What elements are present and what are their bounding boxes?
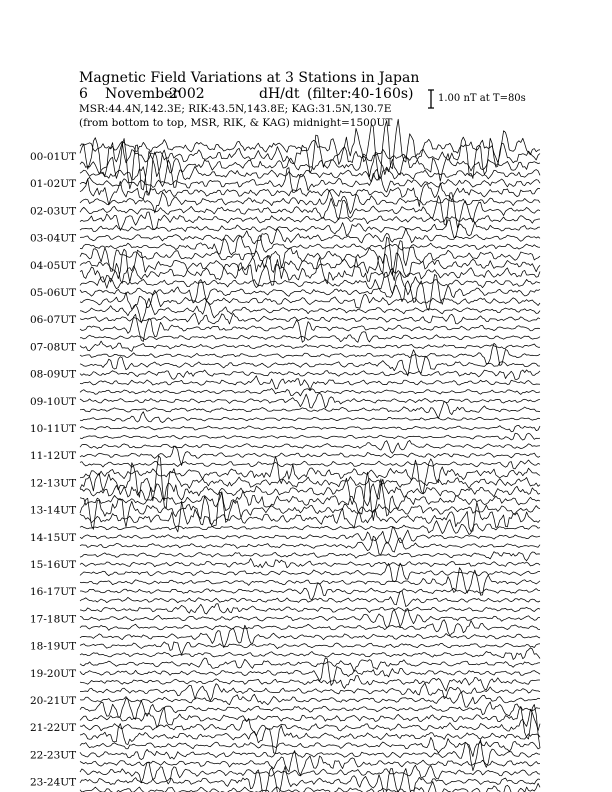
trace-kag-20-21ut	[80, 683, 540, 701]
hour-label: 12-13UT	[30, 477, 77, 490]
date-year: 2002	[169, 86, 205, 102]
trace-msr-04-05ut	[80, 258, 540, 288]
trace-rik-13-14ut	[80, 492, 540, 529]
trace-msr-10-11ut	[80, 433, 540, 440]
trace-rik-20-21ut	[80, 692, 540, 707]
hour-label: 23-24UT	[30, 776, 77, 789]
filter-label: (filter:40-160s)	[307, 86, 414, 102]
chart-title: Magnetic Field Variations at 3 Stations in Japan	[79, 70, 420, 86]
trace-rik-14-15ut	[80, 527, 540, 543]
trace-kag-17-18ut	[80, 604, 540, 614]
trace-rik-10-11ut	[80, 425, 540, 431]
hour-label: 07-08UT	[30, 341, 77, 354]
hour-label: 01-02UT	[30, 178, 77, 191]
date-month: November	[105, 86, 180, 102]
hour-labels	[30, 151, 76, 789]
trace-rik-02-03ut	[80, 193, 540, 228]
trace-rik-07-08ut	[80, 341, 540, 351]
trace-rik-03-04ut	[80, 228, 540, 244]
trace-msr-02-03ut	[80, 212, 540, 231]
trace-msr-11-12ut	[80, 460, 540, 469]
hour-label: 22-23UT	[30, 749, 77, 762]
hour-label: 00-01UT	[30, 151, 77, 163]
trace-rik-15-16ut	[80, 559, 540, 568]
trace-kag-11-12ut	[80, 440, 540, 453]
scale-bar-mark	[428, 90, 434, 108]
hour-label: 02-03UT	[30, 205, 77, 218]
trace-msr-14-15ut	[80, 536, 540, 554]
traces	[80, 119, 540, 792]
hour-label: 15-16UT	[30, 559, 77, 571]
trace-kag-10-11ut	[80, 412, 540, 423]
trace-rik-19-20ut	[80, 658, 540, 686]
hour-label: 09-10UT	[30, 395, 77, 408]
date-day: 6	[79, 86, 88, 102]
hour-label: 13-14UT	[30, 504, 77, 517]
trace-msr-23-24ut	[80, 782, 540, 792]
trace-kag-22-23ut	[80, 737, 540, 756]
trace-kag-04-05ut	[80, 237, 540, 280]
trace-kag-15-16ut	[80, 552, 540, 561]
hour-label: 11-12UT	[30, 450, 77, 463]
quantity-label: dH/dt	[259, 86, 300, 102]
trace-kag-21-22ut	[80, 707, 540, 731]
hour-label: 04-05UT	[30, 259, 77, 272]
trace-kag-19-20ut	[80, 658, 540, 672]
hour-label: 10-11UT	[30, 423, 77, 435]
hour-label: 08-09UT	[30, 368, 77, 381]
hour-label: 19-20UT	[30, 667, 77, 680]
trace-rik-05-06ut	[80, 275, 540, 311]
trace-order-note: (from bottom to top, MSR, RIK, & KAG) midnight=1500UT	[79, 117, 393, 129]
hour-label: 14-15UT	[30, 531, 77, 544]
hour-label: 03-04UT	[30, 232, 77, 245]
trace-kag-03-04ut	[80, 220, 540, 238]
trace-msr-08-09ut	[80, 376, 540, 390]
trace-kag-07-08ut	[80, 332, 540, 343]
hour-label: 17-18UT	[30, 613, 77, 626]
trace-msr-18-19ut	[80, 648, 540, 660]
trace-rik-21-22ut	[80, 705, 540, 749]
hour-label: 05-06UT	[30, 287, 77, 299]
trace-rik-09-10ut	[80, 393, 540, 408]
trace-rik-11-12ut	[80, 446, 540, 465]
trace-rik-08-09ut	[80, 370, 540, 380]
hour-label: 16-17UT	[30, 586, 77, 599]
hour-label: 21-22UT	[30, 722, 77, 735]
trace-kag-14-15ut	[80, 520, 540, 535]
trace-rik-17-18ut	[80, 609, 540, 628]
scale-bar-label: 1.00 nT at T=80s	[438, 93, 526, 104]
trace-msr-05-06ut	[80, 290, 540, 309]
trace-msr-01-02ut	[80, 179, 540, 207]
hour-label: 20-21UT	[30, 695, 77, 707]
trace-rik-04-05ut	[80, 249, 540, 282]
trace-rik-22-23ut	[80, 740, 540, 771]
scale-bar	[428, 90, 434, 108]
station-coordinates: MSR:44.4N,142.3E; RIK:43.5N,143.8E; KAG:31.5N,130.7E	[79, 103, 392, 115]
trace-msr-09-10ut	[80, 401, 540, 418]
trace-kag-08-09ut	[80, 350, 540, 376]
hour-label: 06-07UT	[30, 314, 77, 327]
trace-msr-21-22ut	[80, 724, 540, 754]
hour-label: 18-19UT	[30, 640, 77, 653]
trace-msr-19-20ut	[80, 676, 540, 691]
trace-msr-17-18ut	[80, 620, 540, 636]
trace-rik-06-07ut	[80, 313, 540, 324]
trace-kag-23-24ut	[80, 762, 540, 784]
